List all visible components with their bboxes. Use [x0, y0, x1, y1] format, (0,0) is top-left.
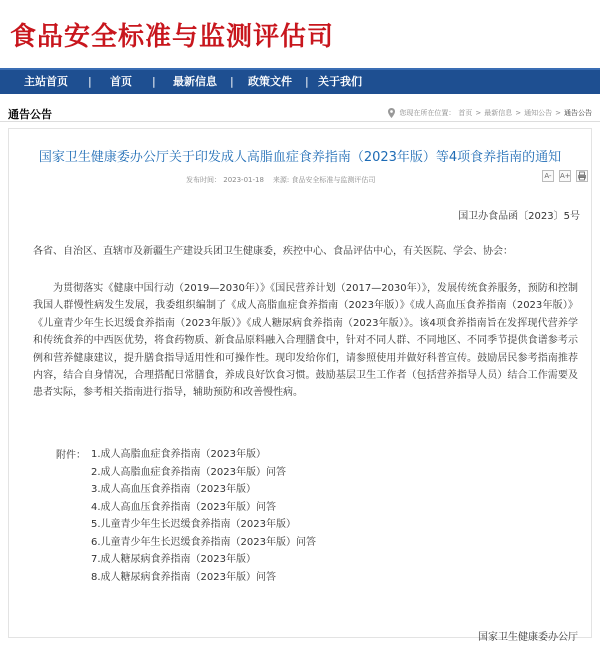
section-title: 通告公告	[8, 108, 52, 121]
nav-main-home[interactable]: 主站首页	[24, 75, 68, 88]
publish-date: 2023-01-18	[223, 176, 264, 184]
nav-separator: |	[88, 75, 92, 88]
font-increase-button[interactable]: A+	[560, 172, 571, 180]
signature: 国家卫生健康委办公厅	[478, 632, 578, 643]
attachment-link[interactable]: 6.儿童青少年生长迟缓食养指南（2023年版）问答	[91, 536, 316, 548]
breadcrumb-separator: >	[555, 109, 561, 117]
article-meta	[186, 175, 375, 185]
attachment-link[interactable]: 3.成人高血压食养指南（2023年版）	[91, 484, 256, 495]
attachment-link[interactable]: 4.成人高血压食养指南（2023年版）问答	[91, 501, 276, 513]
article-title: 国家卫生健康委办公厅关于印发成人高脂血症食养指南（2023年版）等4项食养指南的通知	[38, 150, 562, 165]
nav-about-us[interactable]: 关于我们	[318, 75, 362, 88]
nav-separator: |	[305, 75, 309, 88]
source-label: 来源:	[272, 176, 290, 184]
attachment-link[interactable]: 7.成人糖尿病食养指南（2023年版）	[91, 554, 256, 565]
nav-separator: |	[152, 75, 156, 88]
attachment-link[interactable]: 2.成人高脂血症食养指南（2023年版）问答	[91, 466, 286, 478]
breadcrumb-link-latest[interactable]: 最新信息	[484, 109, 513, 117]
attachments-label: 附件：	[56, 450, 86, 461]
breadcrumb-separator: >	[515, 109, 522, 117]
location-pin-icon	[387, 108, 396, 118]
attachment-link[interactable]: 5.儿童青少年生长迟缓食养指南（2023年版）	[91, 519, 296, 530]
breadcrumb	[387, 108, 592, 118]
article-body: 为贯彻落实《健康中国行动（2019—2030年）》《国民营养计划（2017—2030年）》，发展传统食养服务，预防和控制我国人群慢性病发生发展，我委组织编制了《成人高脂血症食养指南（2023年版）》《成人高血压食养指南（2023年版）》《儿童青少年生长迟缓食养指南（2023年版）》《成人糖尿病食养指南（2023年版）》。该4项食养指南旨在发挥现代营养学和传统食养的中西医优势，将食药物质、新食品原料融入合理膳食中，针对不同人群、不同地区、不同季节提供食谱参考示例和营养健康建议，提升膳食指导适用性和可操作性。现印发给你们，请参照使用并做好科普宣传。鼓励居民参考指南推荐内容，结合自身情况，合理搭配日常膳食，养成良好饮食习惯。鼓励基层卫生工作者（包括营养指导人员）结合工作需要及患者实际，参考相关指南进行指导，辅助预防和改善慢性病。	[33, 283, 578, 399]
nav-home[interactable]: 首页	[110, 75, 132, 88]
publish-label: 发布时间：	[186, 176, 221, 184]
source-name: 食品安全标准与监测评估司	[291, 176, 376, 184]
breadcrumb-separator: >	[475, 109, 482, 117]
attachments-list	[91, 446, 316, 586]
nav-separator: |	[230, 75, 234, 88]
nav-latest-info[interactable]: 最新信息	[173, 75, 217, 88]
site-title: 食品安全标准与监测评估司	[10, 22, 335, 52]
breadcrumb-link-notices[interactable]: 通知公告	[524, 109, 553, 117]
breadcrumb-bar	[0, 104, 600, 122]
font-size-controls	[542, 170, 588, 182]
document-number: 国卫办食品函〔2023〕5号	[458, 211, 580, 222]
breadcrumb-current: 通告公告	[564, 109, 592, 117]
breadcrumb-prefix: 您现在所在位置：	[399, 109, 456, 117]
print-icon	[577, 171, 587, 181]
attachment-link[interactable]: 8.成人糖尿病食养指南（2023年版）问答	[91, 571, 276, 583]
nav-policy-docs[interactable]: 政策文件	[248, 75, 292, 88]
font-decrease-button[interactable]: A-	[542, 170, 554, 182]
breadcrumb-link-home[interactable]: 首页	[458, 109, 473, 117]
main-nav	[0, 68, 600, 94]
print-button[interactable]	[576, 170, 588, 182]
recipients: 各省、自治区、直辖市及新疆生产建设兵团卫生健康委，疾控中心、食品评估中心，有关医院、学会、协会：	[33, 246, 513, 257]
attachment-link[interactable]: 1.成人高脂血症食养指南（2023年版）	[91, 449, 266, 460]
